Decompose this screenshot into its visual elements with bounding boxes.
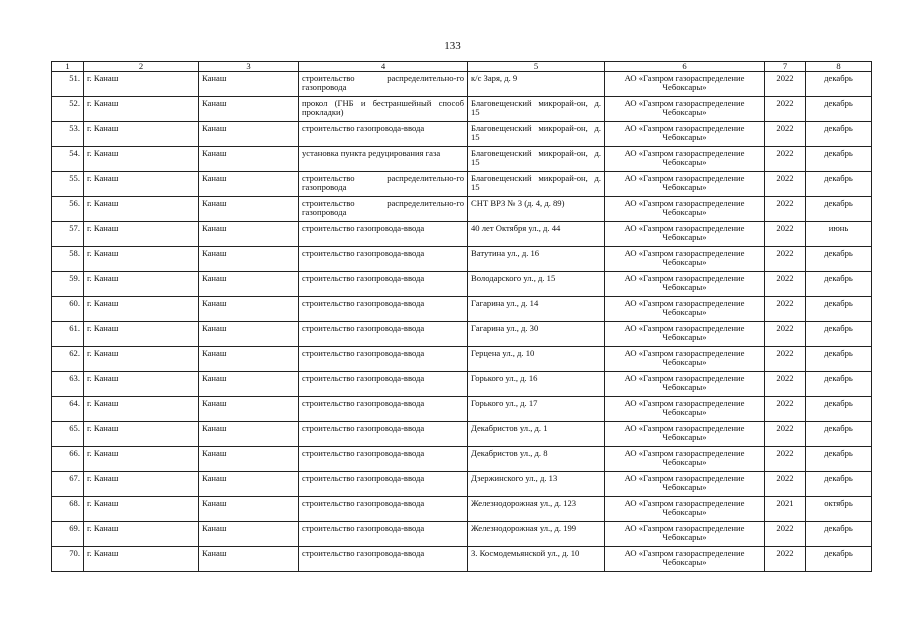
organization-cell: АО «Газпром газораспределение Чебоксары» xyxy=(605,422,765,447)
locality-cell: Канаш xyxy=(199,547,299,572)
settlement-cell: г. Канаш xyxy=(84,522,199,547)
year-cell: 2022 xyxy=(765,472,806,497)
organization-cell: АО «Газпром газораспределение Чебоксары» xyxy=(605,272,765,297)
row-number: 65. xyxy=(52,422,84,447)
year-cell: 2022 xyxy=(765,547,806,572)
row-number: 51. xyxy=(52,72,84,97)
organization-cell: АО «Газпром газораспределение Чебоксары» xyxy=(605,197,765,222)
month-cell: декабрь xyxy=(806,297,872,322)
year-cell: 2022 xyxy=(765,197,806,222)
table-row xyxy=(52,97,872,122)
row-number: 67. xyxy=(52,472,84,497)
row-number: 57. xyxy=(52,222,84,247)
address-cell: З. Космодемьянской ул., д. 10 xyxy=(468,547,605,572)
locality-cell: Канаш xyxy=(199,247,299,272)
settlement-cell: г. Канаш xyxy=(84,322,199,347)
settlement-cell: г. Канаш xyxy=(84,147,199,172)
settlement-cell: г. Канаш xyxy=(84,372,199,397)
page-number: 133 xyxy=(444,40,461,52)
year-cell: 2022 xyxy=(765,397,806,422)
month-cell: декабрь xyxy=(806,172,872,197)
work-type-cell: строительство газопровода-ввода xyxy=(299,347,468,372)
locality-cell: Канаш xyxy=(199,197,299,222)
work-type-cell: строительство газопровода-ввода xyxy=(299,497,468,522)
table-row xyxy=(52,297,872,322)
work-type-cell: строительство газопровода-ввода xyxy=(299,122,468,147)
address-cell: Декабристов ул., д. 1 xyxy=(468,422,605,447)
work-type-cell: установка пункта редуцирования газа xyxy=(299,147,468,172)
settlement-cell: г. Канаш xyxy=(84,247,199,272)
address-cell: Железнодорожная ул., д. 199 xyxy=(468,522,605,547)
row-number: 55. xyxy=(52,172,84,197)
table-row xyxy=(52,447,872,472)
organization-cell: АО «Газпром газораспределение Чебоксары» xyxy=(605,447,765,472)
address-cell: Гагарина ул., д. 14 xyxy=(468,297,605,322)
address-cell: 40 лет Октября ул., д. 44 xyxy=(468,222,605,247)
locality-cell: Канаш xyxy=(199,497,299,522)
organization-cell: АО «Газпром газораспределение Чебоксары» xyxy=(605,322,765,347)
organization-cell: АО «Газпром газораспределение Чебоксары» xyxy=(605,147,765,172)
settlement-cell: г. Канаш xyxy=(84,72,199,97)
table-row xyxy=(52,472,872,497)
table-row xyxy=(52,197,872,222)
year-cell: 2022 xyxy=(765,72,806,97)
organization-cell: АО «Газпром газораспределение Чебоксары» xyxy=(605,297,765,322)
work-type-cell: строительство газопровода-ввода xyxy=(299,272,468,297)
row-number: 59. xyxy=(52,272,84,297)
table-row xyxy=(52,247,872,272)
work-type-cell: строительство газопровода-ввода xyxy=(299,422,468,447)
locality-cell: Канаш xyxy=(199,397,299,422)
locality-cell: Канаш xyxy=(199,147,299,172)
organization-cell: АО «Газпром газораспределение Чебоксары» xyxy=(605,97,765,122)
locality-cell: Канаш xyxy=(199,297,299,322)
address-cell: Благовещенский микрорай-он, д. 15 xyxy=(468,172,605,197)
address-cell: Горького ул., д. 16 xyxy=(468,372,605,397)
work-type-cell: строительство газопровода-ввода xyxy=(299,522,468,547)
address-cell: Ватутина ул., д. 16 xyxy=(468,247,605,272)
header-col-6: 6 xyxy=(605,62,765,72)
work-type-cell: строительство газопровода-ввода xyxy=(299,547,468,572)
address-cell: Благовещенский микрорай-он, д. 15 xyxy=(468,122,605,147)
table-header xyxy=(52,62,872,72)
year-cell: 2022 xyxy=(765,172,806,197)
settlement-cell: г. Канаш xyxy=(84,547,199,572)
address-cell: Гагарина ул., д. 30 xyxy=(468,322,605,347)
year-cell: 2022 xyxy=(765,447,806,472)
organization-cell: АО «Газпром газораспределение Чебоксары» xyxy=(605,372,765,397)
month-cell: декабрь xyxy=(806,72,872,97)
work-type-cell: строительство газопровода-ввода xyxy=(299,447,468,472)
month-cell: декабрь xyxy=(806,472,872,497)
row-number: 60. xyxy=(52,297,84,322)
header-col-3: 3 xyxy=(199,62,299,72)
settlement-cell: г. Канаш xyxy=(84,197,199,222)
table-body xyxy=(52,72,872,572)
settlement-cell: г. Канаш xyxy=(84,447,199,472)
table-row xyxy=(52,372,872,397)
locality-cell: Канаш xyxy=(199,122,299,147)
locality-cell: Канаш xyxy=(199,372,299,397)
table-row xyxy=(52,72,872,97)
table-row xyxy=(52,422,872,447)
year-cell: 2022 xyxy=(765,372,806,397)
row-number: 62. xyxy=(52,347,84,372)
month-cell: декабрь xyxy=(806,522,872,547)
header-col-5: 5 xyxy=(468,62,605,72)
month-cell: декабрь xyxy=(806,247,872,272)
organization-cell: АО «Газпром газораспределение Чебоксары» xyxy=(605,172,765,197)
month-cell: декабрь xyxy=(806,147,872,172)
organization-cell: АО «Газпром газораспределение Чебоксары» xyxy=(605,347,765,372)
locality-cell: Канаш xyxy=(199,472,299,497)
settlement-cell: г. Канаш xyxy=(84,297,199,322)
organization-cell: АО «Газпром газораспределение Чебоксары» xyxy=(605,72,765,97)
locality-cell: Канаш xyxy=(199,447,299,472)
month-cell: декабрь xyxy=(806,397,872,422)
year-cell: 2022 xyxy=(765,422,806,447)
address-cell: Герцена ул., д. 10 xyxy=(468,347,605,372)
address-cell: к/с Заря, д. 9 xyxy=(468,72,605,97)
table-row xyxy=(52,147,872,172)
row-number: 66. xyxy=(52,447,84,472)
month-cell: декабрь xyxy=(806,547,872,572)
work-type-cell: строительство распределительно-го газопровода xyxy=(299,172,468,197)
settlement-cell: г. Канаш xyxy=(84,122,199,147)
organization-cell: АО «Газпром газораспределение Чебоксары» xyxy=(605,222,765,247)
locality-cell: Канаш xyxy=(199,172,299,197)
register-table xyxy=(51,61,872,572)
address-cell: Железнодорожная ул., д. 123 xyxy=(468,497,605,522)
settlement-cell: г. Канаш xyxy=(84,347,199,372)
year-cell: 2022 xyxy=(765,97,806,122)
organization-cell: АО «Газпром газораспределение Чебоксары» xyxy=(605,397,765,422)
row-number: 54. xyxy=(52,147,84,172)
organization-cell: АО «Газпром газораспределение Чебоксары» xyxy=(605,472,765,497)
header-col-4: 4 xyxy=(299,62,468,72)
month-cell: декабрь xyxy=(806,322,872,347)
row-number: 53. xyxy=(52,122,84,147)
year-cell: 2022 xyxy=(765,522,806,547)
settlement-cell: г. Канаш xyxy=(84,172,199,197)
row-number: 58. xyxy=(52,247,84,272)
work-type-cell: строительство газопровода-ввода xyxy=(299,372,468,397)
month-cell: декабрь xyxy=(806,197,872,222)
settlement-cell: г. Канаш xyxy=(84,422,199,447)
address-cell: Володарского ул., д. 15 xyxy=(468,272,605,297)
work-type-cell: строительство газопровода-ввода xyxy=(299,322,468,347)
address-cell: СНТ ВРЗ № 3 (д. 4, д. 89) xyxy=(468,197,605,222)
table-row xyxy=(52,522,872,547)
row-number: 56. xyxy=(52,197,84,222)
locality-cell: Канаш xyxy=(199,72,299,97)
work-type-cell: строительство газопровода-ввода xyxy=(299,222,468,247)
table-row xyxy=(52,122,872,147)
locality-cell: Канаш xyxy=(199,422,299,447)
row-number: 64. xyxy=(52,397,84,422)
year-cell: 2022 xyxy=(765,297,806,322)
work-type-cell: строительство газопровода-ввода xyxy=(299,247,468,272)
address-cell: Горького ул., д. 17 xyxy=(468,397,605,422)
table-row xyxy=(52,222,872,247)
locality-cell: Канаш xyxy=(199,272,299,297)
settlement-cell: г. Канаш xyxy=(84,497,199,522)
month-cell: декабрь xyxy=(806,447,872,472)
address-cell: Дзержинского ул., д. 13 xyxy=(468,472,605,497)
settlement-cell: г. Канаш xyxy=(84,272,199,297)
settlement-cell: г. Канаш xyxy=(84,97,199,122)
year-cell: 2022 xyxy=(765,322,806,347)
table-row xyxy=(52,172,872,197)
locality-cell: Канаш xyxy=(199,322,299,347)
header-col-2: 2 xyxy=(84,62,199,72)
organization-cell: АО «Газпром газораспределение Чебоксары» xyxy=(605,247,765,272)
row-number: 70. xyxy=(52,547,84,572)
year-cell: 2022 xyxy=(765,247,806,272)
table-row xyxy=(52,547,872,572)
month-cell: декабрь xyxy=(806,347,872,372)
row-number: 63. xyxy=(52,372,84,397)
row-number: 68. xyxy=(52,497,84,522)
settlement-cell: г. Канаш xyxy=(84,397,199,422)
year-cell: 2022 xyxy=(765,222,806,247)
year-cell: 2022 xyxy=(765,347,806,372)
organization-cell: АО «Газпром газораспределение Чебоксары» xyxy=(605,497,765,522)
work-type-cell: строительство газопровода-ввода xyxy=(299,397,468,422)
table-row xyxy=(52,272,872,297)
work-type-cell: строительство распределительно-го газопровода xyxy=(299,197,468,222)
month-cell: декабрь xyxy=(806,272,872,297)
table-row xyxy=(52,397,872,422)
month-cell: декабрь xyxy=(806,372,872,397)
month-cell: июнь xyxy=(806,222,872,247)
year-cell: 2022 xyxy=(765,122,806,147)
header-col-1: 1 xyxy=(52,62,84,72)
address-cell: Благовещенский микрорай-он, д. 15 xyxy=(468,147,605,172)
row-number: 61. xyxy=(52,322,84,347)
locality-cell: Канаш xyxy=(199,347,299,372)
settlement-cell: г. Канаш xyxy=(84,472,199,497)
year-cell: 2021 xyxy=(765,497,806,522)
organization-cell: АО «Газпром газораспределение Чебоксары» xyxy=(605,522,765,547)
row-number: 52. xyxy=(52,97,84,122)
work-type-cell: строительство распределительно-го газопровода xyxy=(299,72,468,97)
month-cell: октябрь xyxy=(806,497,872,522)
header-row xyxy=(52,62,872,72)
table-row xyxy=(52,322,872,347)
row-number: 69. xyxy=(52,522,84,547)
organization-cell: АО «Газпром газораспределение Чебоксары» xyxy=(605,547,765,572)
year-cell: 2022 xyxy=(765,147,806,172)
locality-cell: Канаш xyxy=(199,222,299,247)
header-col-8: 8 xyxy=(806,62,872,72)
month-cell: декабрь xyxy=(806,97,872,122)
year-cell: 2022 xyxy=(765,272,806,297)
locality-cell: Канаш xyxy=(199,97,299,122)
work-type-cell: строительство газопровода-ввода xyxy=(299,297,468,322)
table-row xyxy=(52,347,872,372)
month-cell: декабрь xyxy=(806,422,872,447)
table-row xyxy=(52,497,872,522)
header-col-7: 7 xyxy=(765,62,806,72)
settlement-cell: г. Канаш xyxy=(84,222,199,247)
address-cell: Благовещенский микрорай-он, д. 15 xyxy=(468,97,605,122)
locality-cell: Канаш xyxy=(199,522,299,547)
address-cell: Декабристов ул., д. 8 xyxy=(468,447,605,472)
organization-cell: АО «Газпром газораспределение Чебоксары» xyxy=(605,122,765,147)
month-cell: декабрь xyxy=(806,122,872,147)
work-type-cell: прокол (ГНБ и бестраншейный способ прокладки) xyxy=(299,97,468,122)
work-type-cell: строительство газопровода-ввода xyxy=(299,472,468,497)
